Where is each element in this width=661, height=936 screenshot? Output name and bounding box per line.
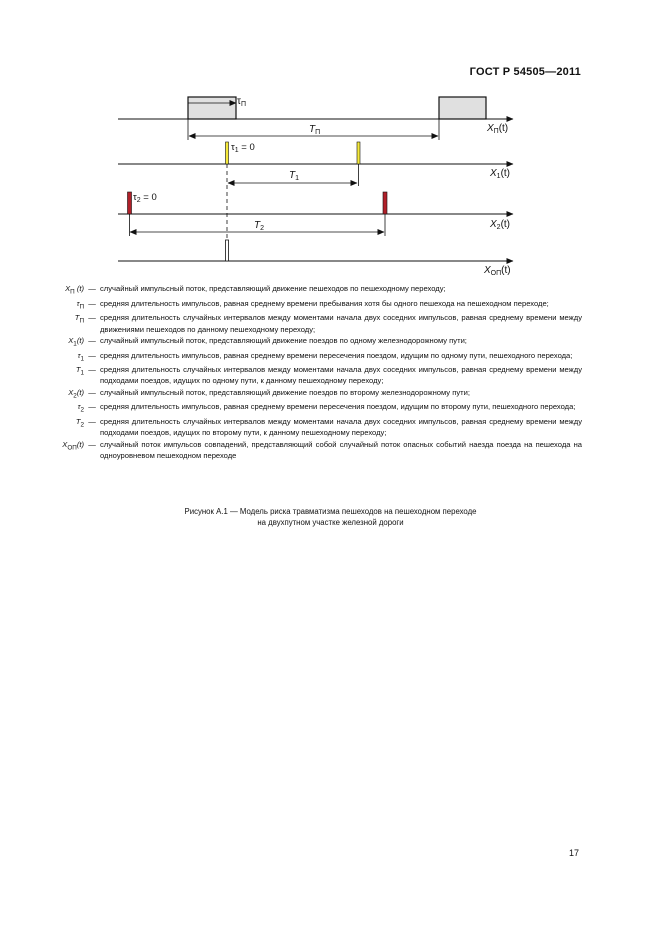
tau1-label: $\tau_1 = 0$ [231,142,255,154]
tau-p-label: $\tau_П$ [237,96,246,108]
legend-item: $X_П$ (t) — случайный импульсный поток, представляющий движение пешеходов по пешеходному переходу; [65,284,446,296]
tau2-label: $\tau_2 = 0$ [133,192,157,204]
xp-axis-label: $X_П(t)$ [487,123,509,135]
legend-item: $\tau_2$ — средняя длительность импульсов, равная среднему времени пересечения поездом, идущим по второму пути, пешеходного перехода; [77,402,576,414]
train2-pulse-1 [128,192,132,214]
standard-header: ГОСТ Р 54505—2011 [469,66,581,78]
legend-item: $X_1(t)$ — случайный импульсный поток, представляющий движение поездов по одному железнодорожному пути; [68,335,467,348]
x2-axis-label: $X_2(t)$ [490,219,511,231]
T2-label: $T_2$ [254,220,265,232]
caption-line-2: на двухпутном участке железной дороги [257,517,404,527]
page-number: 17 [568,848,579,858]
legend-item: $T_1$ — средняя длительность случайных интервалов между моментами начала двух соседних импульсов, равная среднему времени между подходами поездов, идущих по одному пути, к данному пешеходному переходу; [75,365,582,386]
legend [40,283,582,461]
legend-item: $\tau_1$ — средняя длительность импульсов, равная среднему времени пересечения поездом, идущим по одному пути, пешеходного перехода; [77,350,573,363]
T1-label: $T_1$ [289,170,300,182]
legend-item: $X_2(t)$ — случайный импульсный поток, представляющий движение поездов по второму железнодорожному пути; [68,387,470,400]
pulse-diagram [0,0,661,280]
legend-item: $\tau_П$ — средняя длительность импульсов, равная среднему времени пребывания хотя бы одного пешехода на пешеходном переходе; [76,298,549,311]
legend-item: $X_{ОП}(t)$ — случайный поток импульсов совпадений, представляющий собой случайный поток опасных событий наезда поезда на пешехода на одноуровневом пешеходном переходе [62,439,582,460]
legend-item: $T_2$ — средняя длительность случайных интервалов между моментами начала двух соседних импульсов, равная среднему времени между подходами поездов, идущих по второму пути, к данному пешеходному переходу; [75,417,582,438]
x1-axis-label: $X_1(t)$ [490,168,511,180]
train2-pulse-2 [383,192,387,214]
coincidence-pulse [226,240,229,261]
xop-axis-label: $X_{ОП}(t)$ [484,265,511,277]
legend-item: $T_П$ — средняя длительность случайных интервалов между моментами начала двух соседних импульсов, равная среднему времени между движениями пешеходов по данному пешеходному переходу; [74,313,582,334]
train1-pulse-1 [226,142,229,164]
figure-caption [0,507,661,528]
T-p-label: $T_П$ [309,124,321,136]
train1-pulse-2 [357,142,360,164]
pedestrian-pulse-2 [439,97,486,119]
pedestrian-pulse-1 [188,97,236,119]
caption-line-1: Рисунок А.1 — Модель риска травматизма пешеходов на пешеходном переходе [184,507,477,516]
